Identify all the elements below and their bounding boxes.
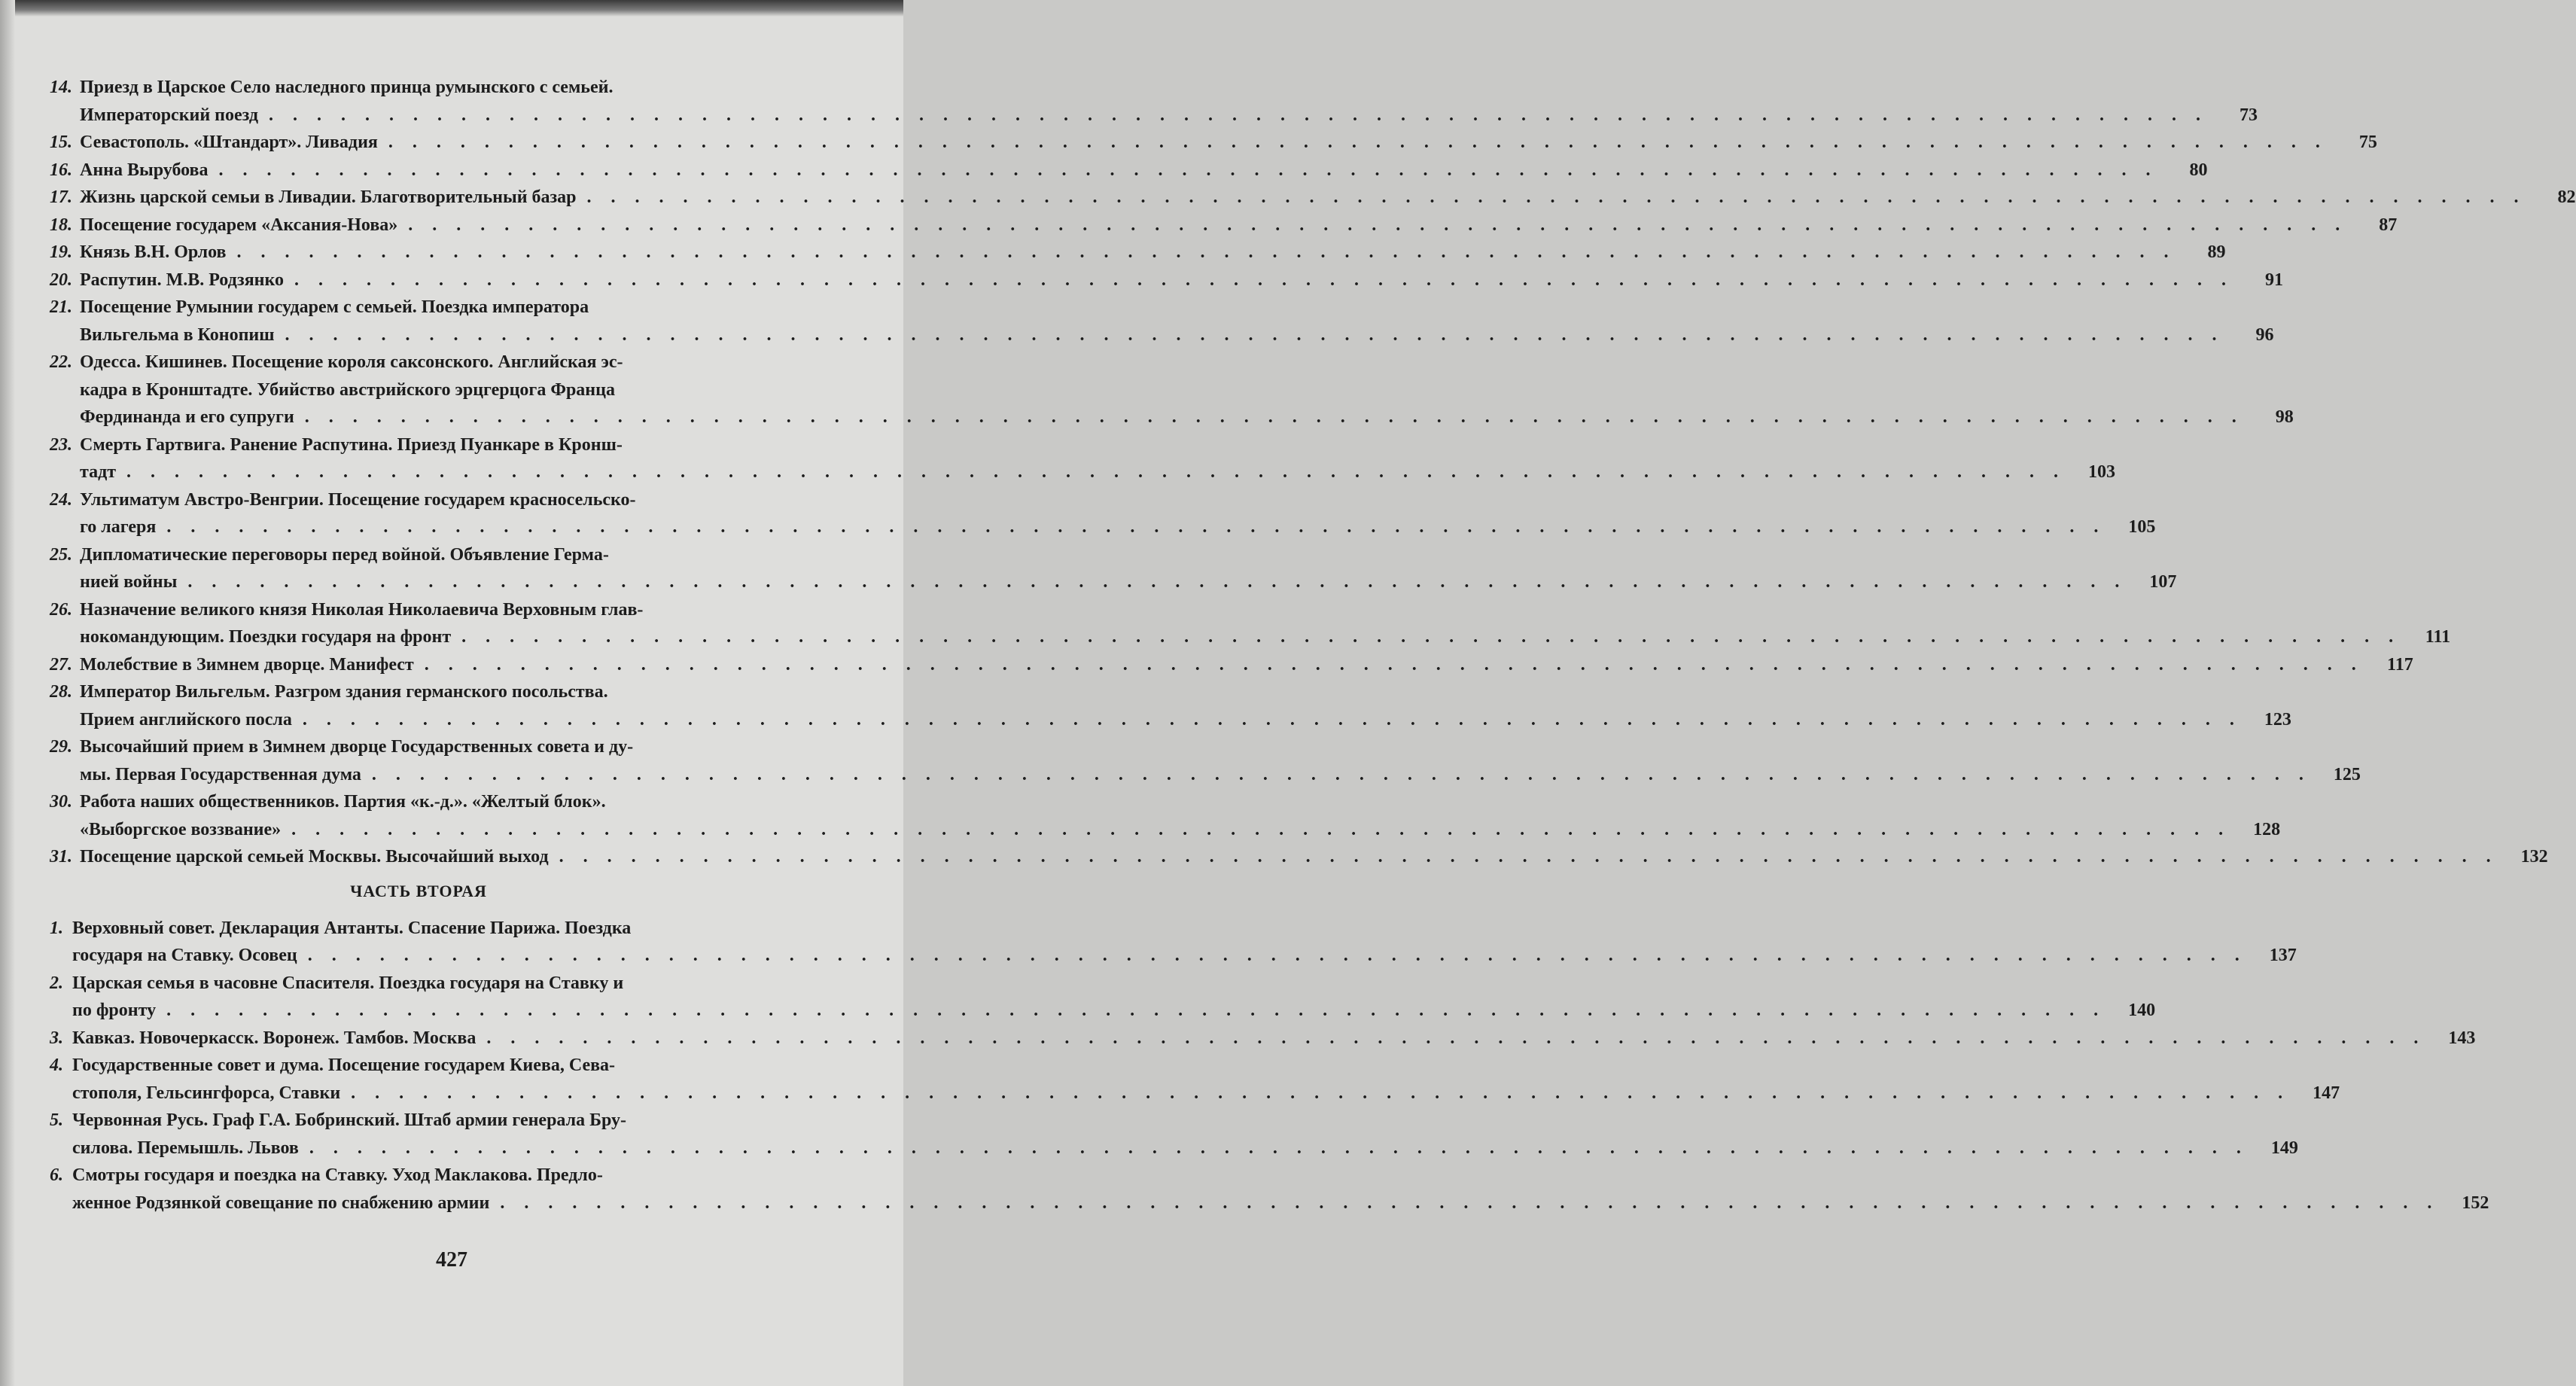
entry-number: 14. — [50, 78, 72, 97]
entry-title-text: Распутин. М.В. Родзянко — [80, 270, 285, 290]
entry-number: 17. — [50, 187, 72, 207]
dot-leader — [156, 513, 2112, 541]
entry-title-last-line — [72, 1025, 2431, 1052]
entry-number: 24. — [50, 489, 72, 510]
entry-title-last-line — [80, 706, 2248, 734]
entry-page-number: 105 — [2128, 517, 2156, 537]
entry-number: 16. — [50, 160, 72, 180]
entry-title — [80, 651, 2370, 679]
entry-title-text: государя на Ставку. Осовец — [72, 946, 297, 965]
entry-number: 28. — [50, 682, 72, 702]
entry-title — [80, 184, 2532, 212]
entry-page-number: 73 — [2240, 105, 2258, 125]
entry-title-last-line — [80, 267, 2240, 294]
entry-title-last-line — [80, 816, 2236, 844]
dot-leader — [294, 404, 2250, 431]
entry-title-last-line — [80, 513, 2112, 541]
entry-title-line: Приезд в Царское Село наследного принца румынского с семьей. — [80, 78, 614, 97]
entry-title-line: Высочайший прием в Зимнем дворце Государственных совета и ду- — [80, 737, 634, 757]
entry-title-text: стополя, Гельсингфорса, Ставки — [72, 1083, 341, 1103]
toc-entry — [44, 541, 2177, 596]
dot-leader — [361, 761, 2317, 789]
entry-title — [72, 915, 2253, 970]
toc-entry — [44, 843, 2548, 871]
entry-title-text: силова. Перемышль. Львов — [72, 1138, 299, 1158]
toc-entry — [44, 678, 2291, 733]
entry-page-number: 96 — [2255, 324, 2274, 345]
entry-title-text: Анна Вырубова — [80, 160, 209, 180]
toc-part-two — [44, 915, 2489, 1217]
toc-entry — [44, 267, 2284, 294]
toc-entry — [44, 651, 2413, 679]
entry-title-text: Прием английского посла — [80, 709, 292, 730]
entry-number: 15. — [50, 133, 72, 152]
entry-title — [80, 212, 2353, 239]
entry-page-number: 98 — [2275, 407, 2294, 427]
entry-number: 29. — [50, 737, 72, 757]
toc-entry — [44, 349, 2294, 431]
entry-title-last-line — [80, 458, 2072, 486]
entry-title-text: Императорский поезд — [80, 105, 259, 125]
entry-page-number: 89 — [2207, 242, 2226, 262]
entry-number: 26. — [50, 599, 72, 620]
entry-title-text: Посещение государем «Аксания-Нова» — [80, 215, 398, 235]
entry-title — [80, 239, 2182, 267]
entry-title-last-line — [72, 1190, 2445, 1217]
entry-title-last-line — [80, 568, 2133, 596]
entry-number: 3. — [50, 1028, 63, 1048]
toc-entry — [44, 212, 2398, 239]
entry-title — [80, 486, 2112, 541]
dot-leader — [116, 458, 2072, 486]
entry-page-number: 128 — [2253, 819, 2281, 839]
entry-page-number: 137 — [2269, 946, 2297, 965]
dot-leader — [281, 816, 2236, 844]
dot-leader — [577, 184, 2532, 212]
dot-leader — [292, 706, 2248, 734]
scan-top-edge — [0, 0, 903, 17]
entry-page-number: 125 — [2333, 764, 2361, 784]
entry-title — [72, 1162, 2445, 1217]
entry-title-text: Жизнь царской семьи в Ливадии. Благотворительный базар — [80, 187, 577, 207]
dot-leader — [209, 157, 2164, 184]
dot-leader — [274, 321, 2230, 349]
dot-leader — [258, 102, 2214, 129]
entry-title-text: тадт — [80, 462, 117, 482]
entry-title-line: Посещение Румынии государем с семьей. Поездка императора — [80, 297, 589, 317]
entry-number: 1. — [50, 918, 63, 938]
toc-entry — [44, 431, 2116, 486]
entry-title-text: Вильгельма в Конопиш — [80, 324, 275, 345]
dot-leader — [226, 239, 2182, 267]
entry-title — [80, 541, 2133, 596]
entry-page-number: 107 — [2149, 572, 2177, 592]
toc-entry — [44, 1107, 2298, 1162]
entry-title-line: Назначение великого князя Николая Николаевича Верховным глав- — [80, 599, 644, 620]
entry-title-last-line — [80, 129, 2334, 157]
toc-entry — [44, 184, 2576, 212]
entry-title — [80, 294, 2230, 349]
entry-number: 25. — [50, 544, 72, 565]
entry-number: 23. — [50, 434, 72, 455]
dot-leader — [177, 568, 2133, 596]
entry-title — [80, 129, 2334, 157]
entry-title-line: Ультиматум Австро-Венгрии. Посещение государем красносельско- — [80, 489, 636, 510]
entry-title-last-line — [80, 843, 2504, 871]
entry-number: 31. — [50, 847, 72, 867]
entry-title — [80, 733, 2317, 788]
entry-title — [80, 157, 2164, 184]
entry-title-text: нокомандующим. Поездки государя на фронт — [80, 627, 452, 647]
entry-title-line: Смотры государя и поездка на Ставку. Уход Маклакова. Предло- — [72, 1165, 603, 1185]
entry-title-text: Кавказ. Новочеркасск. Воронеж. Тамбов. Москва — [72, 1028, 477, 1048]
entry-title — [80, 349, 2250, 431]
toc-part-one — [44, 74, 2576, 871]
entry-page-number: 132 — [2520, 847, 2548, 867]
entry-page-number: 91 — [2265, 270, 2284, 290]
entry-title-line: Одесса. Кишинев. Посещение короля саксонского. Английская эс- — [80, 352, 623, 372]
entry-title-line: Император Вильгельм. Разгром здания германского посольства. — [80, 682, 608, 702]
entry-page-number: 103 — [2088, 462, 2116, 482]
entry-title — [80, 74, 2214, 129]
toc-entry — [44, 239, 2226, 267]
toc-entry — [44, 1052, 2340, 1107]
entry-title-text: нией войны — [80, 572, 178, 592]
toc-entry — [44, 486, 2156, 541]
dot-leader — [397, 212, 2353, 239]
entry-number: 19. — [50, 242, 72, 262]
entry-page-number: 152 — [2462, 1193, 2489, 1213]
entry-title-line: Царская семья в часовне Спасителя. Поездка государя на Ставку и — [72, 973, 624, 993]
entry-title-text: Князь В.Н. Орлов — [80, 242, 227, 262]
entry-title — [80, 788, 2236, 843]
entry-title-last-line — [80, 184, 2532, 212]
toc-entry — [44, 1025, 2476, 1052]
toc-entry — [44, 596, 2451, 651]
entry-title-text: женное Родзянкой совещание по снабжению армии — [72, 1193, 490, 1213]
entry-title-text: Севастополь. «Штандарт». Ливадия — [80, 133, 378, 152]
entry-title — [72, 970, 2112, 1025]
entry-title — [80, 267, 2240, 294]
entry-number: 6. — [50, 1165, 63, 1185]
entry-title-last-line — [72, 1135, 2255, 1162]
entry-title-last-line — [80, 321, 2230, 349]
entry-title-line: Верховный совет. Декларация Антанты. Спасение Парижа. Поездка — [72, 918, 632, 938]
page-number: 427 — [436, 1248, 467, 1272]
toc-entry — [44, 129, 2377, 157]
entry-number: 27. — [50, 654, 72, 675]
dot-leader — [476, 1025, 2431, 1052]
scan-left-shadow — [0, 0, 15, 1386]
section-title: ЧАСТЬ ВТОРАЯ — [350, 881, 487, 900]
entry-page-number: 87 — [2379, 215, 2398, 235]
entry-number: 2. — [50, 973, 63, 993]
dot-leader — [451, 623, 2407, 651]
entry-title — [72, 1107, 2255, 1162]
entry-title-last-line — [80, 651, 2370, 679]
entry-title-last-line — [80, 404, 2250, 431]
dot-leader — [414, 651, 2370, 679]
entry-title-text: мы. Первая Государственная дума — [80, 764, 361, 784]
entry-page-number: 143 — [2448, 1028, 2476, 1048]
entry-number: 21. — [50, 297, 72, 317]
entry-title-text: по фронту — [72, 1001, 157, 1020]
entry-number: 18. — [50, 215, 72, 235]
entry-number: 4. — [50, 1055, 63, 1075]
entry-page-number: 117 — [2387, 654, 2413, 675]
entry-title-text: Фердинанда и его супруги — [80, 407, 294, 427]
table-of-contents — [44, 74, 2576, 1217]
dot-leader — [378, 129, 2334, 157]
dot-leader — [340, 1080, 2296, 1107]
entry-title-text: го лагеря — [80, 517, 157, 537]
toc-entry — [44, 1162, 2489, 1217]
entry-title-last-line — [72, 942, 2253, 970]
toc-entry — [44, 915, 2297, 970]
entry-title-last-line — [80, 623, 2407, 651]
entry-number: 5. — [50, 1110, 63, 1130]
entry-page-number: 123 — [2264, 709, 2291, 730]
entry-title-last-line — [72, 1080, 2296, 1107]
toc-entry — [44, 733, 2361, 788]
entry-page-number: 80 — [2189, 160, 2208, 180]
entry-title-last-line — [80, 102, 2214, 129]
entry-number: 20. — [50, 270, 72, 290]
entry-title-last-line — [72, 997, 2112, 1025]
entry-title-line: Дипломатические переговоры перед войной. Объявление Герма- — [80, 544, 609, 565]
entry-number: 30. — [50, 792, 72, 812]
dot-leader — [489, 1190, 2445, 1217]
entry-title-line: кадра в Кронштадте. Убийство австрийского эрцгерцога Франца — [80, 379, 615, 400]
entry-title — [72, 1052, 2296, 1107]
entry-title — [80, 596, 2407, 651]
entry-title-line: Государственные совет и дума. Посещение государем Киева, Сева- — [72, 1055, 616, 1075]
entry-title — [80, 431, 2072, 486]
entry-title-line: Смерть Гартвига. Ранение Распутина. Приезд Пуанкаре в Кронш- — [80, 434, 623, 455]
entry-page-number: 147 — [2313, 1083, 2340, 1103]
dot-leader — [549, 843, 2504, 871]
dot-leader — [284, 267, 2240, 294]
entry-title-text: Молебствие в Зимнем дворце. Манифест — [80, 654, 414, 675]
dot-leader — [156, 997, 2112, 1025]
toc-entry — [44, 970, 2156, 1025]
entry-title-last-line — [80, 239, 2182, 267]
dot-leader — [297, 942, 2253, 970]
entry-page-number: 111 — [2425, 627, 2451, 647]
entry-page-number: 140 — [2128, 1001, 2156, 1020]
entry-page-number: 149 — [2270, 1138, 2298, 1158]
entry-title — [80, 678, 2248, 733]
toc-entry — [44, 294, 2274, 349]
entry-page-number: 75 — [2358, 133, 2377, 152]
dot-leader — [299, 1135, 2255, 1162]
entry-title-last-line — [80, 157, 2164, 184]
entry-title-last-line — [80, 212, 2353, 239]
entry-title-last-line — [80, 761, 2317, 789]
entry-page-number: 82 — [2557, 187, 2576, 207]
toc-entry — [44, 788, 2281, 843]
entry-title — [80, 843, 2504, 871]
entry-title — [72, 1025, 2431, 1052]
entry-title-text: «Выборгское воззвание» — [80, 819, 282, 839]
toc-entry — [44, 74, 2258, 129]
entry-number: 22. — [50, 352, 72, 372]
entry-title-line: Червонная Русь. Граф Г.А. Бобринский. Штаб армии генерала Бру- — [72, 1110, 626, 1130]
toc-entry — [44, 157, 2208, 184]
entry-title-line: Работа наших общественников. Партия «к.-д.». «Желтый блок». — [80, 792, 606, 812]
entry-title-text: Посещение царской семьей Москвы. Высочайший выход — [80, 847, 549, 867]
